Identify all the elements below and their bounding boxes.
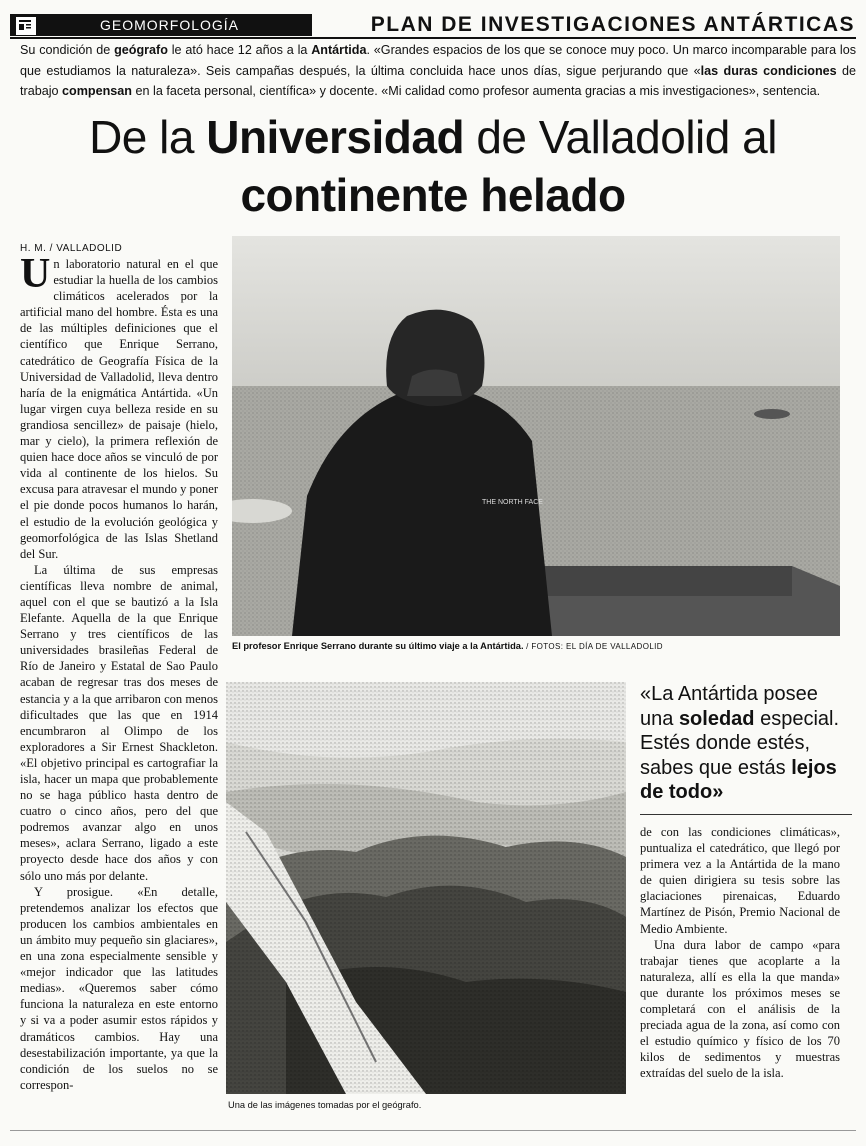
photo-credit: / FOTOS: EL DÍA DE VALLADOLID [526,642,663,651]
photo-antarctic-landscape [226,682,626,1094]
paragraph: La última de sus empresas científicas lleva nombre de animal, aquel con el que se bautizó a la Isla Elefante. Aquella de la que Enrique Serrano y tres científicos de las universidades brasileñas Federal de Río de Janeiro y Estatal de Sao Paulo acaban de regresar tras dos meses de estancia y a la que arribaron con menos dificultades que las que en 1914 encumbraron al Olimpo de los exploradores a Sir Ernest Shackleton. «El objetivo principal es cartografiar la isla, hacer un mapa que probablemente no se haga público hasta dentro de cuatro o cinco años, pero del que podremos avanzar algo en unos meses», aclara Serrano, ligado a este proyecto desde hace dos años y con sólo uno más por delante. [20,562,218,883]
page-bottom-divider [10,1130,856,1131]
pull-quote-divider [640,814,852,815]
photo-caption-1: El profesor Enrique Serrano durante su último viaje a la Antártida. / FOTOS: EL DÍA DE VALLADOLID [232,641,663,651]
headline [10,108,856,224]
headline-line-1: De la Universidad de Valladolid al [89,111,777,163]
drop-cap: U [20,251,51,297]
section-tag [10,14,312,36]
pull-quote: «La Antártida posee una soledad especial. Estés donde estés, sabes que estás lejos de todo» [640,683,840,803]
photo-professor-antarctica [232,236,840,636]
byline: H. M. / VALLADOLID [20,243,123,254]
photo-caption-2: Una de las imágenes tomadas por el geógrafo. [228,1100,422,1110]
paragraph: Una dura labor de campo «para trabajar tienes que acoplarte a la naturaleza, allí es ella la que manda» que durante los próximos meses se completará con el análisis de la preciada agua de la zona, así como con el estudio químico y físico de los 70 kilos de sedimentos y muestras extraídas del suelo de la isla. [640,937,840,1081]
standfirst: Su condición de geógrafo le ató hace 12 años a la Antártida. «Grandes espacios de los que se conoce muy poco. Un marco incomparable para los que estudiamos la naturaleza». Seis campañas después, la última concluida hace unos días, sigue perjurando que «las duras condiciones de trabajo compensan en la faceta personal, científica» y docente. «Mi calidad como profesor aumenta gracias a mis investigaciones», sentencia. [20,43,857,98]
jacket-logo: THE NORTH FACE [482,499,543,506]
series-title: PLAN DE INVESTIGACIONES ANTÁRTICAS [370,13,855,36]
article-column-right [640,824,840,1082]
section-label: GEOMORFOLOGÍA [100,17,240,33]
newspaper-icon [16,17,36,35]
headline-line-2: continente helado [240,169,626,221]
paragraph: de con las condiciones climáticas», puntualiza el catedrático, que llegó por primera vez a la Antártida de la mano de quien dirigiera su tesis sobre las glaciaciones pirenaicas, Eduardo Martínez de Pisón, Premio Nacional de Medio Ambiente. [640,825,840,936]
header-divider [10,37,856,39]
article-column-left [20,251,218,1093]
paragraph: Un laboratorio natural en el que estudiar la huella de los cambios climáticos acelerados por la artificial mano del hombre. Ésta es una de las múltiples definiciones que el científico que Enrique Serrano, catedrático de Geografía Física de la Universidad de Valladolid, lleva dentro haría de la enigmática Antártida. «Un lugar virgen cuya belleza reside en su grandiosa sencillez» de paisaje (hielo, mar y cielo), la primera reflexión de quien hace doce años se vinculó de por vida al continente de los hielos. Su excusa para atravesar el mundo y poner el pie donde pocos humanos lo harán, el estudio de la evolución geológica y geomorfológica de las Islas Shetland del Sur. [20,251,218,561]
paragraph: Y prosigue. «En detalle, pretendemos analizar los efectos que producen los cambios ambientales en un ámbito muy pequeño sin glaciares», en una zona especialmente sensible y «mejor indicador que las latitudes medias». «Queremos saber cómo funciona la naturaleza en este entorno y si va a poder asumir estos rápidos y dramáticos cambios. Hay una desestabilización importante, ya que la condición de los suelos no se correspon- [20,884,218,1092]
